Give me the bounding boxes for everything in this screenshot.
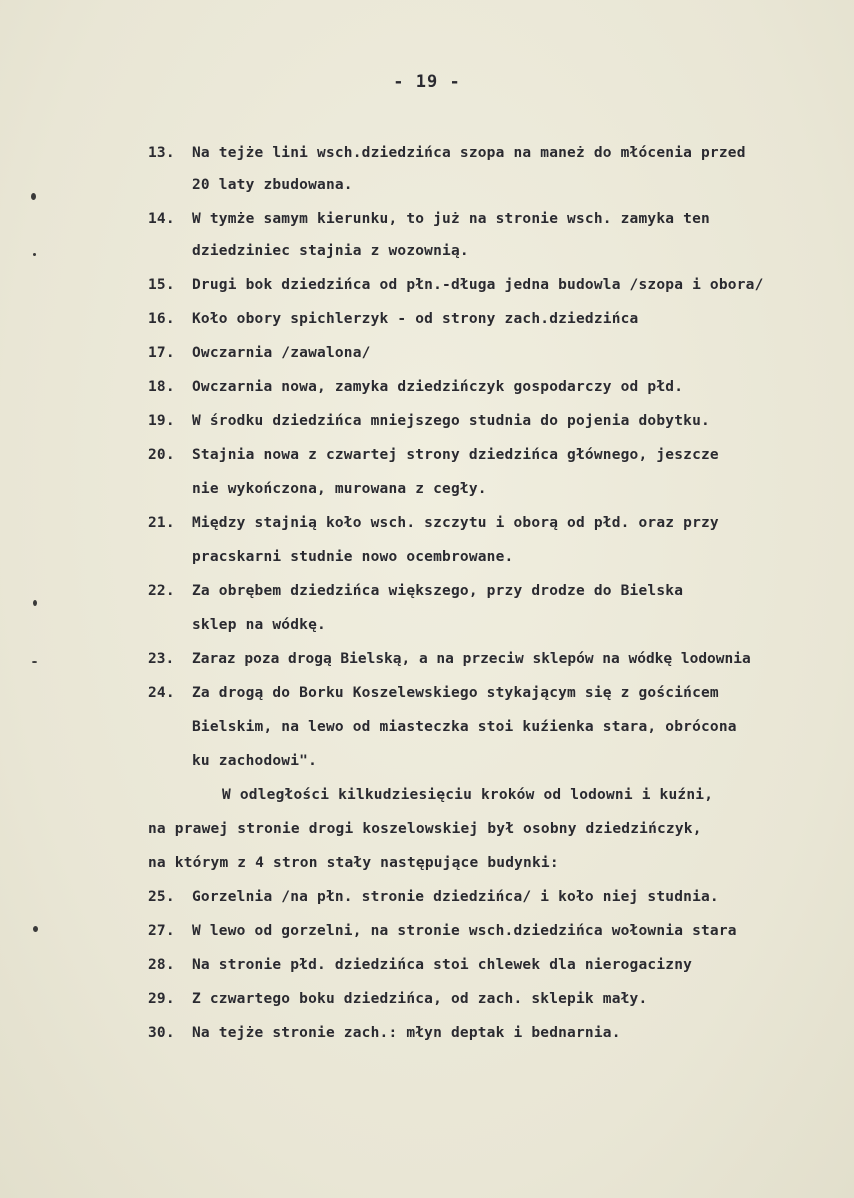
margin-mark <box>33 600 37 606</box>
list-item-23 <box>148 650 751 668</box>
item-number: 19. <box>148 413 175 429</box>
item-number: 25. <box>148 889 175 905</box>
list-item-19 <box>148 412 710 430</box>
item-number: 24. <box>148 685 175 701</box>
list-item-25 <box>148 888 719 906</box>
list-item-21 <box>148 514 719 532</box>
item-number: 28. <box>148 957 175 973</box>
item-text: W tymże samym kierunku, to już na stronie wsch. zamyka ten <box>192 211 710 227</box>
item-text: Stajnia nowa z czwartej strony dziedzińca głównego, jeszcze <box>192 447 719 463</box>
margin-mark <box>33 253 36 256</box>
item-text: W środku dziedzińca mniejszego studnia do pojenia dobytku. <box>192 413 710 429</box>
item-text: Owczarnia /zawalona/ <box>192 345 371 361</box>
list-item-22 <box>148 582 683 600</box>
item-number: 23. <box>148 651 175 667</box>
list-item-20 <box>148 446 719 464</box>
list-item-24 <box>148 684 719 702</box>
list-item-17 <box>148 344 371 362</box>
margin-mark <box>33 926 38 932</box>
item-text: Z czwartego boku dziedzińca, od zach. sklepik mały. <box>192 991 648 1007</box>
list-item-21-continuation: pracskarni studnie nowo ocembrowane. <box>192 549 514 565</box>
list-item-29 <box>148 990 647 1008</box>
item-text: Za obrębem dziedzińca większego, przy drodze do Bielska <box>192 583 684 599</box>
item-text: Między stajnią koło wsch. szczytu i oborą od płd. oraz przy <box>192 515 719 531</box>
list-item-16 <box>148 310 639 328</box>
item-text: Na tejże stronie zach.: młyn deptak i bednarnia. <box>192 1025 621 1041</box>
item-number: 30. <box>148 1025 175 1041</box>
page-number: - 19 - <box>393 72 461 92</box>
item-text: Za drogą do Borku Koszelewskiego stykającym się z gościńcem <box>192 685 719 701</box>
item-number: 14. <box>148 211 175 227</box>
paragraph-line: na prawej stronie drogi koszelowskiej był osobny dziedzińczyk, <box>148 821 702 837</box>
margin-mark <box>31 193 36 200</box>
item-number: 22. <box>148 583 175 599</box>
item-number: 17. <box>148 345 175 361</box>
item-number: 20. <box>148 447 175 463</box>
list-item-30 <box>148 1024 621 1042</box>
list-item-15 <box>148 276 764 294</box>
item-number: 15. <box>148 277 175 293</box>
list-item-27 <box>148 922 737 940</box>
item-number: 29. <box>148 991 175 1007</box>
paragraph-line: W odległości kilkudziesięciu kroków od lodowni i kuźni, <box>222 787 714 803</box>
item-number: 16. <box>148 311 175 327</box>
item-text: Na tejże lini wsch.dziedzińca szopa na maneż do młócenia przed <box>192 145 746 161</box>
list-item-13 <box>148 144 746 162</box>
item-text: Na stronie płd. dziedzińca stoi chlewek dla nierogacizny <box>192 957 693 973</box>
list-item-22-continuation: sklep na wódkę. <box>192 617 326 633</box>
list-item-20-continuation: nie wykończona, murowana z cegły. <box>192 481 487 497</box>
paragraph-line: na którym z 4 stron stały następujące budynki: <box>148 855 559 871</box>
item-number: 13. <box>148 145 175 161</box>
margin-mark <box>32 661 37 663</box>
list-item-28 <box>148 956 692 974</box>
list-item-24-continuation: Bielskim, na lewo od miasteczka stoi kuźienka stara, obrócona <box>192 719 737 735</box>
list-item-14 <box>148 210 710 228</box>
item-text: Koło obory spichlerzyk - od strony zach.dziedzińca <box>192 311 639 327</box>
list-item-13-continuation: 20 laty zbudowana. <box>192 177 353 193</box>
item-number: 18. <box>148 379 175 395</box>
item-text: W lewo od gorzelni, na stronie wsch.dziedzińca wołownia stara <box>192 923 737 939</box>
item-number: 21. <box>148 515 175 531</box>
item-text: Zaraz poza drogą Bielską, a na przeciw sklepów na wódkę lodownia <box>192 651 751 667</box>
list-item-14-continuation: dziedziniec stajnia z wozownią. <box>192 243 469 259</box>
item-text: Gorzelnia /na płn. stronie dziedzińca/ i koło niej studnia. <box>192 889 719 905</box>
item-text: Drugi bok dziedzińca od płn.-długa jedna budowla /szopa i obora/ <box>192 277 764 293</box>
list-item-18 <box>148 378 683 396</box>
item-number: 27. <box>148 923 175 939</box>
list-item-24-continuation: ku zachodowi". <box>192 753 318 769</box>
item-text: Owczarnia nowa, zamyka dziedzińczyk gospodarczy od płd. <box>192 379 684 395</box>
